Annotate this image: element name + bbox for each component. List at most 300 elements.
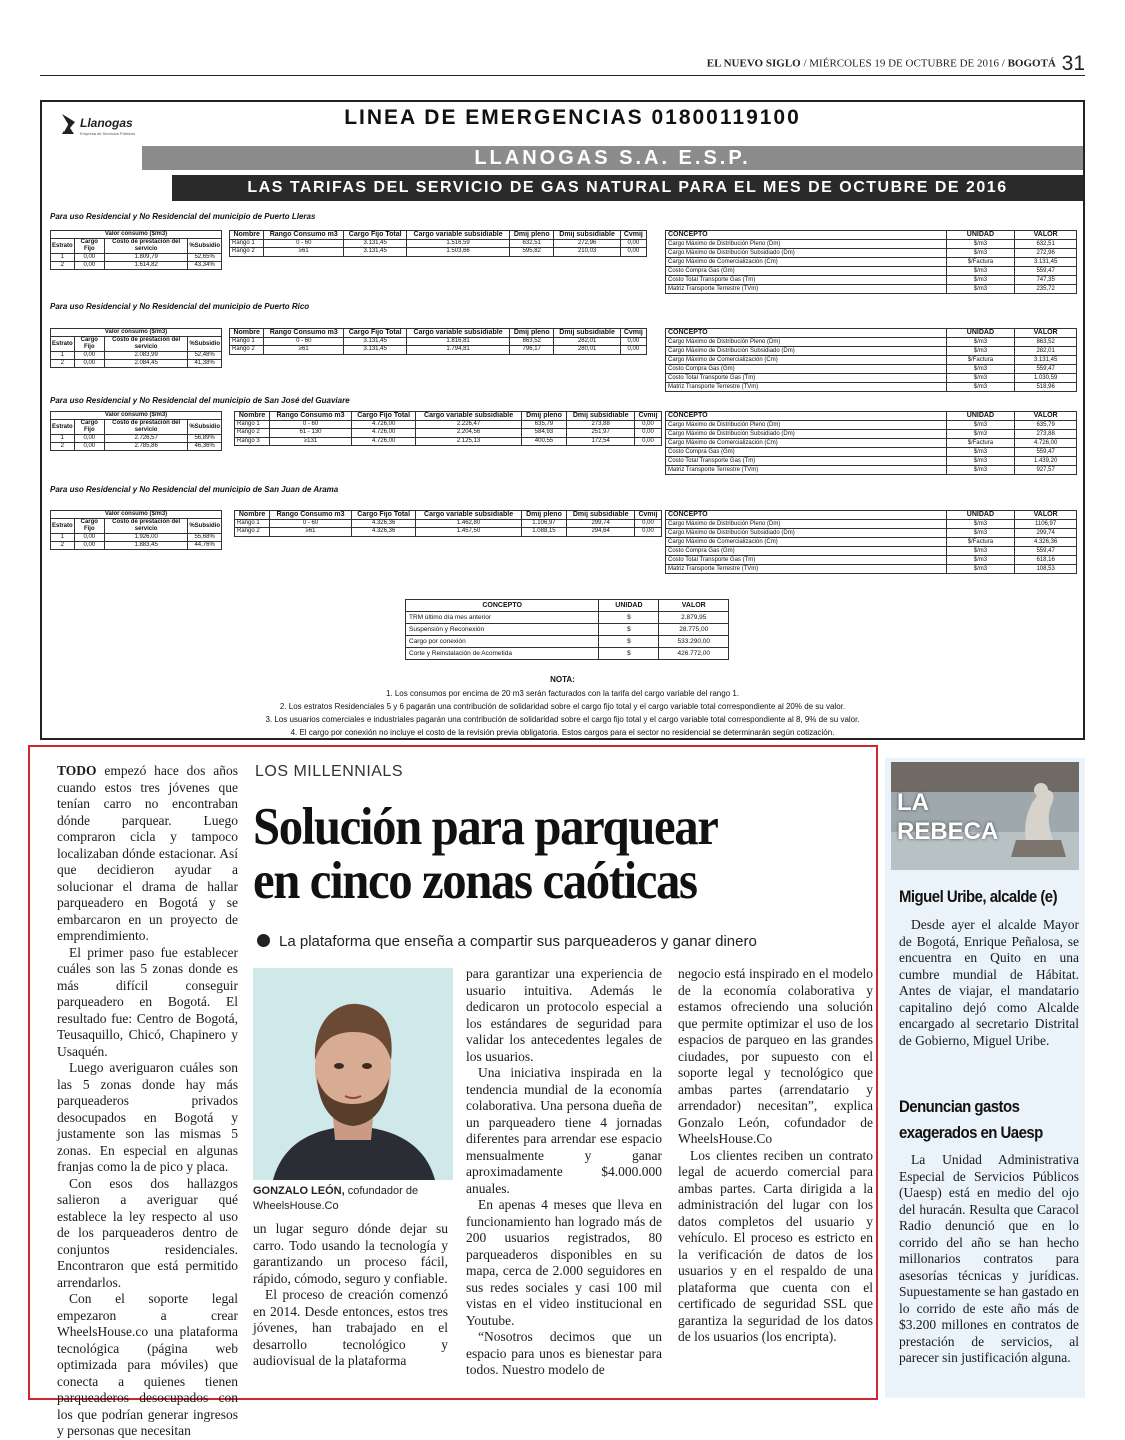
col-header: Cvmij	[620, 329, 646, 338]
table-cell: 43,34%	[188, 262, 222, 270]
heading-line: Denuncian gastos	[899, 1097, 1020, 1116]
table-cell: 2.083,99	[104, 352, 187, 360]
col-header: Costo de prestación del servicio	[104, 420, 187, 435]
table-row	[666, 383, 1077, 392]
table-cell: Matriz Transporte Terrestre (TVm)	[666, 565, 947, 574]
table-cell: Cargo Máximo de Distribución Subsidiado (Dm)	[666, 249, 947, 258]
table-cell: 1.926,00	[104, 534, 187, 542]
table-cell: Cargo Máximo de Distribución Pleno (Dm)	[666, 520, 947, 529]
table-cell: TRM último día mes anterior	[406, 612, 599, 624]
table-cell: $/m3	[946, 457, 1015, 466]
table-cell: 3.131,45	[1015, 356, 1077, 365]
table-cell: 282,01	[554, 337, 620, 346]
col-header: Cvmij	[635, 412, 662, 421]
table-cell: $/m3	[946, 556, 1015, 565]
table-cell: 299,74	[1015, 529, 1077, 538]
col-header: VALOR	[1015, 412, 1077, 421]
la-rebeca-image	[891, 762, 1079, 870]
table-cell: $/m3	[946, 565, 1015, 574]
table-row	[406, 624, 729, 636]
header-line: EL NUEVO SIGLO / MIÉRCOLES 19 DE OCTUBRE DE 2016 / BOGOTÁ 31	[706, 52, 1085, 75]
table-cell: 28.775,00	[659, 624, 729, 636]
table-cell: Rango 1	[235, 420, 270, 429]
paragraph: para garantizar una experiencia de usuario intuitiva. Además le dedicaron un protocolo especial a los estándares de seguridad para validar los antecedentes legales de los usuarios.	[466, 966, 662, 1064]
table-cell: 400,55	[521, 437, 567, 446]
concepto-table	[665, 411, 1077, 475]
table-cell: 299,74	[567, 519, 635, 528]
table-cell: $/m3	[946, 374, 1015, 383]
col-header: %Subsidio	[188, 337, 222, 352]
table-cell: Cargo Máximo de Distribución Pleno (Dm)	[666, 421, 947, 430]
table-cell: 1106,97	[1015, 520, 1077, 529]
nota-line: 2. Los estratos Residenciales 5 y 6 pagarán una contribución de solidaridad sobre el cargo fijo total y el cargo variable total correspondiente al 20% de su valor.	[279, 702, 846, 711]
table-cell: 61 - 130	[270, 429, 352, 438]
col-header: UNIDAD	[599, 600, 659, 612]
table-cell: $/m3	[946, 365, 1015, 374]
sidebar-text	[899, 917, 1079, 1049]
table-title: Valor consumo ($/m3)	[51, 329, 222, 337]
table-row	[666, 365, 1077, 374]
col-header: Rango Consumo m3	[264, 329, 344, 338]
table-cell: 0,00	[635, 519, 662, 528]
table-row	[235, 528, 662, 537]
col-header: Estrato	[51, 337, 75, 352]
paragraph: Con esos dos hallazgos salieron a averiguar qué establece la ley respecto al uso de los parqueaderos dentro de conjuntos residenciales. Encontraron que está permitido arrendarlos.	[57, 1175, 238, 1290]
table-cell: Costo Compra Gas (Gm)	[666, 267, 947, 276]
col-header: Costo de prestación del servicio	[104, 239, 187, 254]
table-cell: 0,00	[635, 420, 662, 429]
table-cell: 927,57	[1015, 466, 1077, 475]
table-cell: $/m3	[946, 383, 1015, 392]
col-header: Estrato	[51, 239, 75, 254]
table-cell: 559,47	[1015, 547, 1077, 556]
table-row	[235, 437, 662, 446]
table-cell: 2	[51, 542, 75, 550]
col-header: Cargo Fijo	[74, 239, 104, 254]
table-cell: 0,00	[74, 254, 104, 262]
col-header: VALOR	[659, 600, 729, 612]
col-header: Estrato	[51, 519, 75, 534]
table-cell: 618,16	[1015, 556, 1077, 565]
table-cell: Cargo Máximo de Comercialización (Cm)	[666, 439, 947, 448]
table-cell: 1.794,81	[407, 346, 510, 355]
article-subhead	[257, 933, 757, 950]
table-row	[51, 254, 222, 262]
paragraph: En apenas 4 meses que lleva en funcionamiento han logrado más de 200 usuarios registrados, 80 parqueaderos disponibles en su mapa, cerca de 2.000 seguidores en sus redes sociales y casi 100 mil vistas en el video institucional en Youtube.	[466, 1197, 662, 1328]
table-cell: Costo Compra Gas (Gm)	[666, 365, 947, 374]
table-cell: 3.131,45	[344, 337, 407, 346]
table-cell: Cargo Máximo de Comercialización (Cm)	[666, 538, 947, 547]
municipio-title: Para uso Residencial y No Residencial del municipio de Puerto Lleras	[50, 212, 316, 221]
table-cell: 41,38%	[188, 360, 222, 368]
table-cell: Costo Total Transporte Gas (Tm)	[666, 276, 947, 285]
table-cell: 3.131,45	[344, 239, 407, 248]
paragraph: Luego averiguaron cuáles son las 5 zonas donde hay más parqueaderos privados desocupados en Bogotá y justamente son las mismas 5 zonas. En especial en algunas franjas como la de pico y placa.	[57, 1060, 238, 1174]
table-cell: 863,52	[509, 337, 554, 346]
col-header: Costo de prestación del servicio	[104, 337, 187, 352]
col-header: Rango Consumo m3	[264, 231, 344, 240]
concepto-table	[665, 328, 1077, 392]
table-cell: $	[599, 612, 659, 624]
table-row	[666, 276, 1077, 285]
table-cell: 426.772,00	[659, 648, 729, 660]
table-cell: 4.726,00	[351, 429, 416, 438]
logo-subtitle: Empresa de Servicios Públicos	[80, 131, 136, 136]
table-cell: ≥61	[264, 248, 344, 257]
municipio-title: Para uso Residencial y No Residencial del municipio de Puerto Rico	[50, 302, 310, 311]
col-header: %Subsidio	[188, 239, 222, 254]
col-header: Cargo Fijo	[74, 519, 104, 534]
paragraph: Los clientes reciben un contrato legal de acuerdo comercial para ambas partes. Carta dirigida a la administración del lugar con los datos completos del usuario y vehículo. El proceso es estricto en la verificación de datos de los usuarios y en el respaldo de una plataforma que cuenta con el certificado de seguridad SSL que garantiza la seguridad de los datos de los usuarios (los encripta).	[678, 1147, 873, 1344]
col-header: Dmij pleno	[521, 511, 567, 520]
table-cell: 52,48%	[188, 352, 222, 360]
table-cell: 2.726,57	[104, 435, 187, 443]
table-cell: ≥61	[270, 528, 352, 537]
table-cell: $/m3	[946, 430, 1015, 439]
col-header: Dmij subsidiable	[554, 329, 620, 338]
table-cell: $/m3	[946, 547, 1015, 556]
col-header: Nombre	[230, 329, 264, 338]
table-row	[666, 285, 1077, 294]
table-cell: 0,00	[635, 528, 662, 537]
table-cell: 1	[51, 435, 75, 443]
table-row	[666, 430, 1077, 439]
table-cell: 2.879,95	[659, 612, 729, 624]
table-row	[666, 267, 1077, 276]
table-cell: 0,00	[74, 360, 104, 368]
table-row	[666, 374, 1077, 383]
table-cell: Rango 3	[235, 437, 270, 446]
col-header: UNIDAD	[946, 231, 1015, 240]
caption-role: cofundador de WheelsHouse.Co	[253, 1185, 419, 1212]
llanogas-ad	[40, 100, 1085, 740]
subhead-text: La plataforma que enseña a compartir sus parqueaderos y ganar dinero	[279, 933, 757, 950]
lead-word: TODO	[57, 763, 97, 778]
table-row	[235, 429, 662, 438]
table-cell: 0,00	[635, 437, 662, 446]
table-cell: Suspensión y Reconexión	[406, 624, 599, 636]
paragraph: un lugar seguro dónde dejar su carro. Todo usando la tecnología y garantizando un proceso fácil, rápido, cómodo, seguro y confiable.	[253, 1221, 448, 1286]
table-cell: Rango 1	[230, 239, 264, 248]
table-cell: 0 - 60	[270, 420, 352, 429]
table-cell: 1.030,59	[1015, 374, 1077, 383]
table-cell: 0,00	[635, 429, 662, 438]
article-section: LOS MILLENNIALS	[255, 763, 403, 780]
table-cell: $/m3	[946, 338, 1015, 347]
table-cell: Cargo Máximo de Comercialización (Cm)	[666, 356, 947, 365]
col-header: VALOR	[1015, 329, 1077, 338]
table-cell: 2	[51, 443, 75, 451]
article-column-4	[678, 966, 873, 1346]
paragraph: negocio está inspirado en el modelo de la economía colaborativa y estamos ofreciendo una solución que permite optimizar el uso de los espacios de parqueo en las grandes ciudades, por supuesto con el soporte legal y tecnológico que ambas partes (arrendatario y arrendador) necesitan”, explica Gonzalo León, cofundador de WheelsHouse.Co	[678, 966, 873, 1146]
table-cell: 0,00	[620, 337, 646, 346]
table-cell: 518,96	[1015, 383, 1077, 392]
col-header: Dmij subsidiable	[567, 412, 635, 421]
la-rebeca-label	[897, 788, 998, 846]
table-row	[666, 347, 1077, 356]
table-cell: 0,00	[620, 248, 646, 257]
table-cell: Costo Total Transporte Gas (Tm)	[666, 457, 947, 466]
table-cell: Rango 2	[230, 346, 264, 355]
table-cell: $/m3	[946, 285, 1015, 294]
table-cell: 2.226,47	[416, 420, 521, 429]
col-header: %Subsidio	[188, 420, 222, 435]
table-cell: Costo Total Transporte Gas (Tm)	[666, 374, 947, 383]
table-cell: 1.516,59	[407, 239, 510, 248]
table-cell: 1.809,79	[104, 254, 187, 262]
table-cell: 0 - 60	[270, 519, 352, 528]
table-row	[51, 534, 222, 542]
table-cell: 796,17	[509, 346, 554, 355]
table-cell: Rango 2	[235, 528, 270, 537]
paragraph: Una iniciativa inspirada en la tendencia mundial de la economía colaborativa. Una persona dueña de un parqueadero tiene 4 jornadas diferentes para arrendar ese espacio mensualmente y ganar aproximadamente $4.000.000 anuales.	[466, 1065, 662, 1196]
municipio-title: Para uso Residencial y No Residencial del municipio de San Juan de Arama	[50, 485, 339, 494]
paragraph: La Unidad Administrativa Especial de Servicios Públicos (Uaesp) está en medio del ojo del huracán. Resulta que Caracol Radio denunció que en lo corrido del año se han hecho millonarios contratos para asesorías técnicas y jurídicas. Supuestamente se han gastado en lo corrido de este año más de $3.200 millones en contratos de prestación de servicios, al parecer sin justificación alguna.	[899, 1152, 1079, 1365]
photo-caption	[253, 1184, 458, 1214]
table-cell: Corte y Reinstalación de Acometida	[406, 648, 599, 660]
rango-table	[229, 328, 647, 355]
table-row	[666, 520, 1077, 529]
table-cell: 2	[51, 262, 75, 270]
valor-consumo-table	[50, 328, 222, 368]
table-cell: $/m3	[946, 240, 1015, 249]
table-cell: 559,47	[1015, 365, 1077, 374]
table-cell: 632,51	[509, 239, 554, 248]
table-cell: 4.726,00	[1015, 439, 1077, 448]
col-header: Dmij pleno	[509, 231, 554, 240]
valor-consumo-table	[50, 510, 222, 550]
table-cell: 0,00	[620, 346, 646, 355]
table-cell: Cargo Máximo de Comercialización (Cm)	[666, 258, 947, 267]
table-cell: 1	[51, 254, 75, 262]
table-cell: Cargo Máximo de Distribución Pleno (Dm)	[666, 338, 947, 347]
bullet-icon	[257, 934, 270, 947]
page-header	[40, 46, 1085, 76]
sidebar-text	[899, 1152, 1079, 1367]
table-row	[51, 360, 222, 368]
table-cell: Cargo Máximo de Distribución Subsidiado (Dm)	[666, 529, 947, 538]
table-cell: $/Factura	[946, 258, 1015, 267]
table-cell: 1	[51, 534, 75, 542]
table-cell: Matriz Transporte Terrestre (TVm)	[666, 466, 947, 475]
table-cell: Rango 1	[230, 337, 264, 346]
headline-line: Solución para parquear	[253, 798, 718, 856]
table-row	[666, 240, 1077, 249]
table-cell: 747,35	[1015, 276, 1077, 285]
table-row	[230, 337, 647, 346]
table-row	[666, 421, 1077, 430]
table-row	[666, 356, 1077, 365]
table-cell: 1.457,50	[416, 528, 521, 537]
table-row	[230, 346, 647, 355]
sidebar-heading: Miguel Uribe, alcalde (e)	[899, 887, 1058, 906]
table-cell: $/Factura	[946, 439, 1015, 448]
article-column-1	[57, 763, 238, 1440]
table-cell: Costo Compra Gas (Gm)	[666, 448, 947, 457]
table-row	[230, 239, 647, 248]
concepto-table	[665, 230, 1077, 294]
tarifas-title: LAS TARIFAS DEL SERVICIO DE GAS NATURAL PARA EL MES DE OCTUBRE DE 2016	[172, 175, 1083, 201]
table-cell: Cargo Máximo de Distribución Pleno (Dm)	[666, 240, 947, 249]
col-header: UNIDAD	[946, 511, 1015, 520]
table-row	[666, 439, 1077, 448]
municipio-title: Para uso Residencial y No Residencial del municipio de San José del Guaviare	[50, 396, 350, 405]
table-cell: 46,36%	[188, 443, 222, 451]
table-cell: 52,65%	[188, 254, 222, 262]
table-cell: 0 - 60	[264, 239, 344, 248]
col-header: CONCEPTO	[666, 231, 947, 240]
table-cell: 3.131,45	[1015, 258, 1077, 267]
table-row	[666, 547, 1077, 556]
table-cell: 3.131,45	[344, 346, 407, 355]
valor-consumo-table	[50, 411, 222, 451]
table-cell: 559,47	[1015, 267, 1077, 276]
col-header: Cargo Fijo Total	[351, 412, 416, 421]
table-cell: 1.439,20	[1015, 457, 1077, 466]
table-cell: 2.125,13	[416, 437, 521, 446]
table-row	[51, 443, 222, 451]
table-cell: Rango 2	[235, 429, 270, 438]
table-cell: $	[599, 636, 659, 648]
table-row	[666, 556, 1077, 565]
col-header: Nombre	[235, 511, 270, 520]
col-header: CONCEPTO	[666, 511, 947, 520]
table-title: Valor consumo ($/m3)	[51, 511, 222, 519]
table-row	[666, 448, 1077, 457]
emergency-line: LINEA DE EMERGENCIAS 01800119100	[344, 106, 801, 129]
paragraph: El proceso de creación comenzó en 2014. Desde entonces, estos tres jóvenes, han trabajado en el desarrollo tecnológico y audiovisual de la plataforma	[253, 1287, 448, 1368]
table-cell: 1.106,97	[521, 519, 567, 528]
paragraph: empezó hace dos años cuando estos tres jóvenes que tenían carro no encontraban dónde parquear. Luego compraron cicla y tampoco localizaban dónde estacionar. Así que decidieron ayudar a solucionar el drama de hallar parqueadero en Bogotá y se embarcaron en un proyecto de emprendimiento.	[57, 763, 239, 943]
col-header: Cargo Fijo	[74, 420, 104, 435]
table-cell: $/m3	[946, 520, 1015, 529]
table-cell: 4.726,00	[351, 437, 416, 446]
table-row	[666, 338, 1077, 347]
col-header: Dmij pleno	[521, 412, 567, 421]
headline-line: en cinco zonas caóticas	[253, 852, 697, 910]
heading-line: exagerados en Uaesp	[899, 1123, 1043, 1142]
col-header: CONCEPTO	[666, 412, 947, 421]
table-cell: 4.726,00	[351, 420, 416, 429]
table-cell: Costo Compra Gas (Gm)	[666, 547, 947, 556]
table-cell: 1.462,80	[416, 519, 521, 528]
table-cell: 273,88	[1015, 430, 1077, 439]
col-header: UNIDAD	[946, 329, 1015, 338]
table-cell: Cargo por conexión	[406, 636, 599, 648]
rango-table	[234, 411, 662, 446]
article-column-2	[253, 1221, 448, 1370]
valor-consumo-table	[50, 230, 222, 270]
concepto-table	[665, 510, 1077, 574]
table-cell: $/m3	[946, 466, 1015, 475]
table-cell: $/Factura	[946, 538, 1015, 547]
table-cell: ≥131	[270, 437, 352, 446]
table-cell: 632,51	[1015, 240, 1077, 249]
table-cell: 272,96	[1015, 249, 1077, 258]
table-row	[406, 636, 729, 648]
col-header: Cargo Fijo Total	[344, 231, 407, 240]
table-cell: $/m3	[946, 529, 1015, 538]
nota-line: 1. Los consumos por encima de 20 m3 serán facturados con la tarifa del cargo variable del rango 1.	[385, 689, 740, 698]
table-cell: $/m3	[946, 448, 1015, 457]
table-cell: 1	[51, 352, 75, 360]
table-cell: Matriz Transporte Terrestre (TVm)	[666, 285, 947, 294]
table-cell: 44,76%	[188, 542, 222, 550]
header-date: MIÉRCOLES 19 DE OCTUBRE DE 2016	[809, 57, 1000, 70]
table-row	[666, 457, 1077, 466]
table-cell: 273,88	[567, 420, 635, 429]
table-row	[51, 542, 222, 550]
table-cell: 584,93	[521, 429, 567, 438]
paragraph: Desde ayer el alcalde Mayor de Bogotá, Enrique Peñalosa, se encuentra en Quito en una cumbre mundial de Hábitat. Antes de viajar, el mandatario capitalino dejó como Alcalde encargado al secretario Distrital de Gobierno, Miguel Uribe.	[899, 917, 1079, 1048]
table-row	[406, 648, 729, 660]
table-row	[666, 466, 1077, 475]
nota-title: NOTA:	[550, 675, 575, 684]
table-cell: 280,01	[554, 346, 620, 355]
table-row	[666, 258, 1077, 267]
table-cell: $/m3	[946, 347, 1015, 356]
table-title: Valor consumo ($/m3)	[51, 231, 222, 239]
table-cell: 2.785,86	[104, 443, 187, 451]
label-line: LA	[897, 789, 929, 816]
table-cell: 2.204,56	[416, 429, 521, 438]
table-cell: 595,82	[509, 248, 554, 257]
sidebar-heading	[899, 1094, 1043, 1146]
table-cell: $/m3	[946, 421, 1015, 430]
table-cell: 56,89%	[188, 435, 222, 443]
table-cell: 272,96	[554, 239, 620, 248]
table-cell: Rango 1	[235, 519, 270, 528]
table-cell: 4.326,36	[351, 528, 416, 537]
col-header: CONCEPTO	[666, 329, 947, 338]
table-cell: 1.816,81	[407, 337, 510, 346]
page-number: 31	[1061, 52, 1085, 75]
table-cell: 0,00	[74, 443, 104, 451]
col-header: Cvmij	[620, 231, 646, 240]
la-rebeca-sidebar	[885, 758, 1085, 1398]
table-row	[51, 435, 222, 443]
table-cell: 2	[51, 360, 75, 368]
table-cell: 4.326,36	[1015, 538, 1077, 547]
table-cell: 210,03	[554, 248, 620, 257]
table-cell: $/m3	[946, 267, 1015, 276]
table-cell: 55,68%	[188, 534, 222, 542]
table-row	[666, 529, 1077, 538]
table-cell: 635,79	[521, 420, 567, 429]
col-header: Cargo variable subsidiable	[416, 511, 521, 520]
table-cell: 1.088,15	[521, 528, 567, 537]
table-cell: 533.290,00	[659, 636, 729, 648]
col-header: Cargo variable subsidiable	[407, 231, 510, 240]
table-cell: Rango 2	[230, 248, 264, 257]
col-header: VALOR	[1015, 231, 1077, 240]
table-cell: 294,64	[567, 528, 635, 537]
table-row	[406, 612, 729, 624]
paragraph: Con el soporte legal empezaron a crear WheelsHouse.co una plataforma tecnológica (página web optimizada para móviles) que conecta a quienes tienen parqueaderos desocupados con los que podrían generar ingresos y personas que necesitan	[57, 1291, 238, 1438]
col-header: Cargo variable subsidiable	[416, 412, 521, 421]
table-cell: ≥61	[264, 346, 344, 355]
table-row	[235, 519, 662, 528]
portrait-illustration	[253, 968, 453, 1180]
rango-table	[229, 230, 647, 257]
rango-table	[234, 510, 662, 537]
table-cell: 4.326,36	[351, 519, 416, 528]
table-cell: 172,54	[567, 437, 635, 446]
table-cell: 2.084,45	[104, 360, 187, 368]
table-cell: 0,00	[74, 542, 104, 550]
nota-line: 3. Los usuarios comerciales e industriales pagarán una contribución de solidaridad sobre el cargo fijo total y el cargo variable total correspondiente al 8, 9% de su valor.	[265, 715, 860, 724]
table-cell: 0 - 60	[264, 337, 344, 346]
